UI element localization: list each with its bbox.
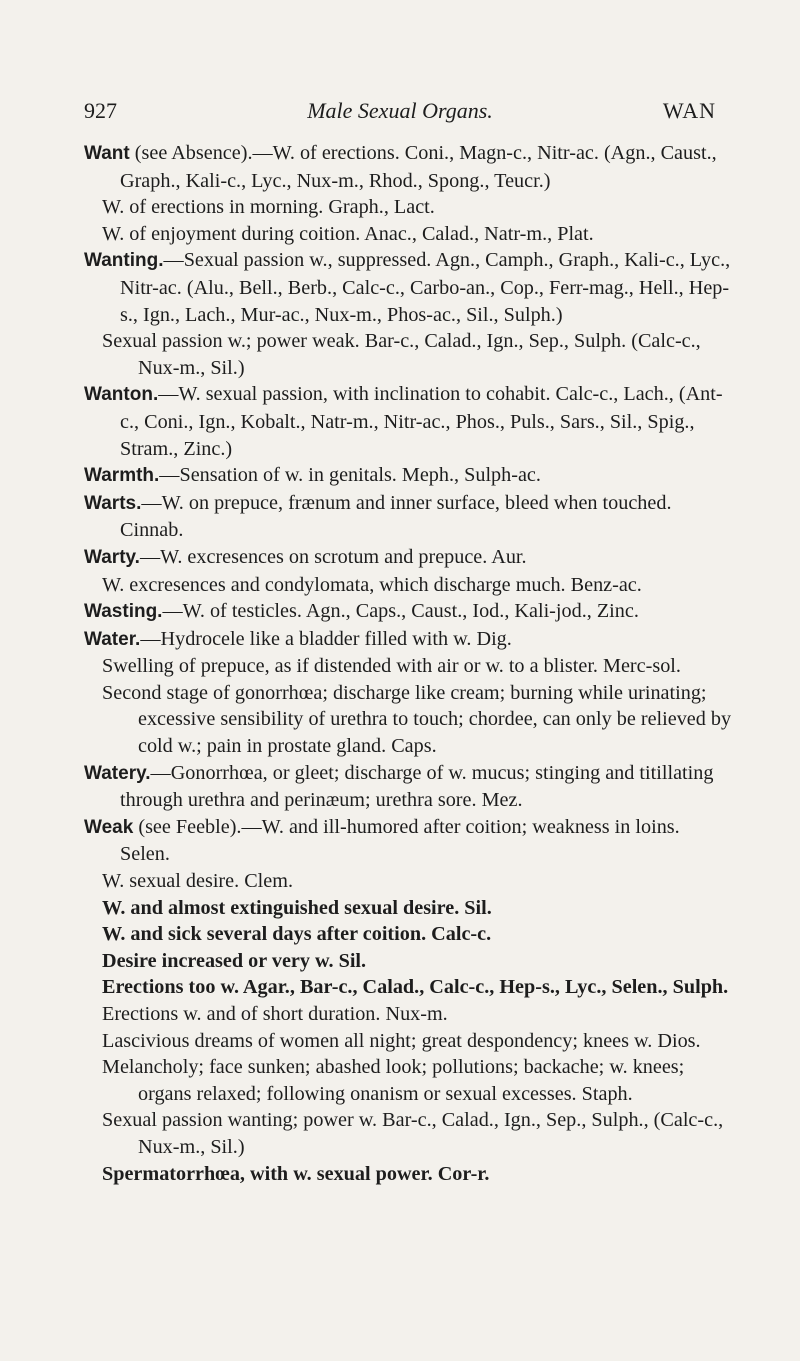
entry-text: W. and almost extinguished sexual desire. Sil. <box>102 896 492 919</box>
repertory-entries <box>84 140 734 1187</box>
entry-text: Desire increased or very w. Sil. <box>102 949 367 972</box>
sub-entry <box>84 1054 734 1107</box>
sub-entry <box>84 328 734 381</box>
entry-term: Warmth. <box>84 465 160 487</box>
sub-entry <box>84 194 734 221</box>
entry-term: Want <box>84 143 130 164</box>
page-title: Male Sexual Organs. <box>307 98 493 123</box>
entry-text: —W. sexual passion, with inclination to cohabit. Calc-c., Lach., (Ant-c., Coni., Ign., Kobalt., Natr-m., Nitr-ac., Phos., Puls., Sars., Sil., Spig., Stram., Zinc.) <box>120 383 723 460</box>
sub-entry <box>84 221 734 248</box>
entry-text: W. and sick several days after coition. Calc-c. <box>102 923 492 946</box>
sub-entry <box>84 974 734 1001</box>
page-number: 927 <box>84 98 117 123</box>
sub-entry <box>84 653 734 680</box>
main-entry <box>84 814 734 868</box>
entry-term: Warts. <box>84 492 142 514</box>
entry-text: Sexual passion w.; power weak. Bar-c., Calad., Ign., Sep., Sulph. (Calc-c., Nux-m., Sil.) <box>102 330 701 379</box>
sub-entry <box>84 680 734 760</box>
main-entry <box>84 247 734 328</box>
entry-term: Wanting. <box>84 250 164 272</box>
entry-text: —W. of testicles. Agn., Caps., Caust., Iod., Kali-jod., Zinc. <box>162 600 639 623</box>
entry-text: Spermatorrhœa, with w. sexual power. Cor-r. <box>102 1162 490 1185</box>
main-entry <box>84 626 734 654</box>
entry-term: Watery. <box>84 762 151 784</box>
main-entry <box>84 544 734 572</box>
entry-text: W. excresences and condylomata, which discharge much. Benz-ac. <box>102 573 642 596</box>
entry-term: Weak <box>84 816 134 838</box>
sub-entry <box>84 1028 734 1055</box>
sub-entry <box>84 1107 734 1160</box>
main-entry <box>84 598 734 626</box>
entry-text: (see Feeble).—W. and ill-humored after coition; weakness in loins. Selen. <box>120 815 680 866</box>
main-entry <box>84 760 734 814</box>
sub-entry <box>84 895 734 922</box>
entry-text: Erections too w. Agar., Bar-c., Calad., Calc-c., Hep-s., Lyc., Selen., Sulph. <box>102 976 729 999</box>
sub-entry <box>84 948 734 975</box>
entry-text: —W. on prepuce, frænum and inner surface, bleed when touched. Cinnab. <box>120 491 672 542</box>
entry-text: W. of erections in morning. Graph., Lact. <box>102 196 435 219</box>
entry-term: Wanton. <box>84 384 159 406</box>
entry-text: Sexual passion wanting; power w. Bar-c., Calad., Ign., Sep., Sulph., (Calc-c., Nux-m., Sil.) <box>102 1109 724 1158</box>
entry-text: Erections w. and of short duration. Nux-m. <box>102 1003 448 1025</box>
entry-term: Water. <box>84 628 141 650</box>
entry-text: Lascivious dreams of women all night; great despondency; knees w. Dios. <box>102 1029 701 1052</box>
entry-text: W. sexual desire. Clem. <box>102 870 293 893</box>
entry-text: —Hydrocele like a bladder filled with w. Dig. <box>140 627 512 650</box>
sub-entry <box>84 868 734 895</box>
entry-term: Warty. <box>84 546 140 568</box>
main-entry <box>84 490 734 544</box>
entry-text: W. of enjoyment during coition. Anac., Calad., Natr-m., Plat. <box>102 222 594 245</box>
main-entry <box>84 381 734 462</box>
section-key: WAN <box>662 98 716 123</box>
sub-entry <box>84 572 734 599</box>
sub-entry <box>84 1001 734 1028</box>
main-entry <box>84 140 734 194</box>
entry-text: —W. excresences on scrotum and prepuce. Aur. <box>139 545 527 568</box>
entry-text: —Sensation of w. in genitals. Meph., Sulph-ac. <box>159 464 541 487</box>
sub-entry <box>84 921 734 948</box>
entry-text: Second stage of gonorrhœa; discharge like cream; burning while urinating; excessive sensibility of urethra to touch; chordee, can only be relieved by cold w.; pain in prostate gland. Caps. <box>102 681 732 758</box>
running-header <box>84 98 716 128</box>
entry-text: (see Absence).—W. of erections. Coni., Magn-c., Nitr-ac. (Agn., Caust., Graph., Kali-c., Lyc., Nux-m., Rhod., Spong., Teucr.) <box>120 142 717 192</box>
entry-text: Melancholy; face sunken; abashed look; pollutions; backache; w. knees; organs relaxed; following onanism or sexual excesses. Staph. <box>102 1056 685 1105</box>
entry-term: Wasting. <box>84 601 163 623</box>
entry-text: Swelling of prepuce, as if distended with air or w. to a blister. Merc-sol. <box>102 655 681 678</box>
entry-text: —Sexual passion w., suppressed. Agn., Camph., Graph., Kali-c., Lyc., Nitr-ac. (Alu., Bell., Berb., Calc-c., Carbo-an., Cop., Ferr-mag., Hell., Hep-s., Ign., Lach., Mur-ac., Nux-m., Phos-ac., Sil., Sulph.) <box>120 249 731 326</box>
main-entry <box>84 462 734 490</box>
sub-entry <box>84 1161 734 1188</box>
entry-text: —Gonorrhœa, or gleet; discharge of w. mucus; stinging and titillating through urethra and perinæum; urethra sore. Mez. <box>120 761 714 812</box>
